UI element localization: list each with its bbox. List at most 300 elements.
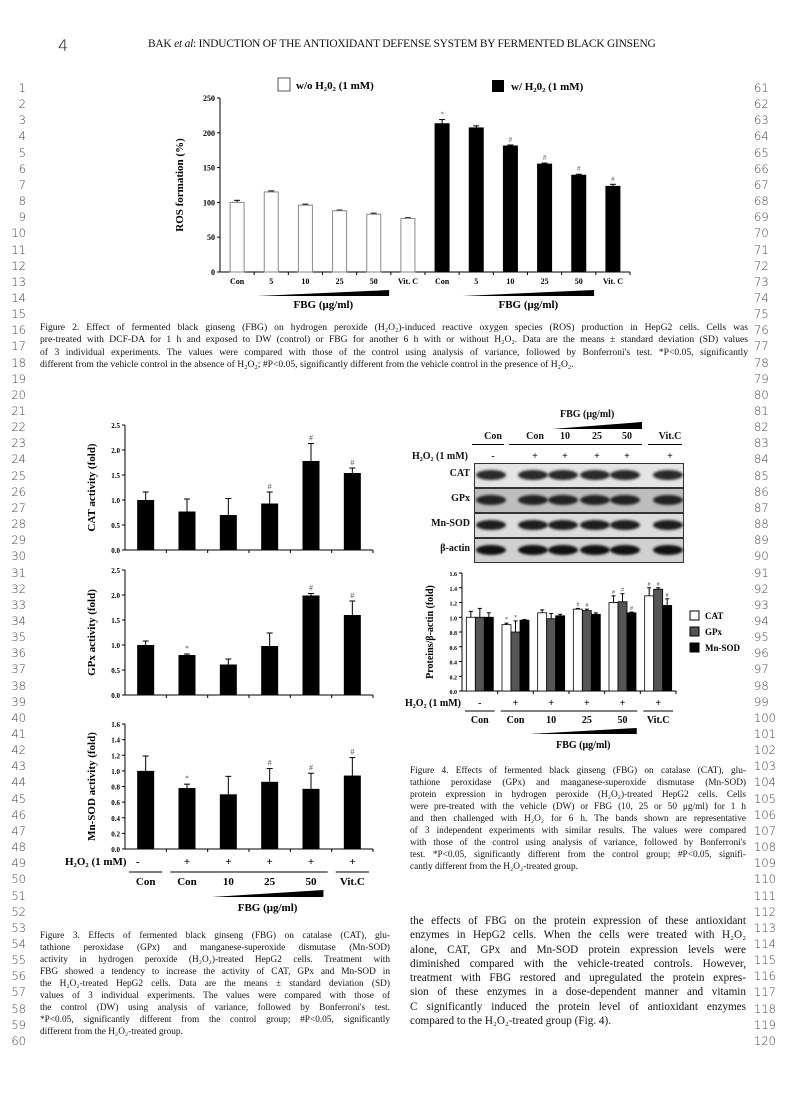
- line-number: 65: [754, 145, 769, 160]
- line-number: 7: [18, 177, 26, 192]
- figure-4-protein-chart: [405, 565, 765, 755]
- h2o2-sign: +: [349, 856, 356, 868]
- line-number: 99: [754, 694, 769, 709]
- h2o2-label: H₂O₂ (1 mM): [405, 698, 461, 709]
- line-number: 81: [754, 404, 769, 418]
- line-number: 119: [754, 1017, 776, 1032]
- x-group-label: FBG (μg/ml): [237, 902, 298, 914]
- h2o2-sign: +: [619, 698, 626, 709]
- blot-h2o2-sign: +: [624, 451, 630, 462]
- caption-line: the H₂O₂-treated HepG2 cells. Data are the means ± standard deviation (SD): [40, 979, 390, 989]
- y-tick-label: 2.0: [111, 592, 120, 600]
- bar-gpx: [582, 611, 591, 691]
- caption-line: of 3 individual experiments. The values were compared with those of the control using analysis of variance, followed by Bonferroni's test. *P<0.05, significantly: [40, 346, 748, 358]
- running-title-etal: et al: [174, 38, 194, 50]
- legend-label: CAT: [705, 611, 724, 621]
- bar: [137, 645, 154, 695]
- line-number: 46: [11, 807, 26, 822]
- body-line: the effects of FBG on the protein expression of these antioxidant: [410, 915, 746, 927]
- significance-mark: #: [508, 135, 513, 144]
- line-number: 47: [11, 823, 26, 838]
- line-number: 45: [11, 791, 26, 806]
- y-tick-label: 0.5: [111, 522, 120, 530]
- x-tick-label: 5: [269, 277, 274, 286]
- y-tick-label: 0.6: [449, 645, 457, 652]
- line-number: 24: [11, 452, 26, 467]
- body-text-paragraph: [410, 914, 746, 1028]
- line-number: 2: [18, 97, 26, 112]
- running-title-text: : INDUCTION OF THE ANTIOXIDANT DEFENSE SYSTEM BY FERMENTED BLACK GINSENG: [193, 38, 656, 50]
- line-number: 18: [11, 355, 26, 370]
- body-line: sion of these enzymes in a dose-dependent manner and vitamin: [410, 986, 746, 999]
- bar-mn-sod: [591, 614, 600, 691]
- y-tick-label: 1.0: [111, 767, 120, 776]
- line-number: 16: [11, 323, 26, 338]
- bar: [401, 218, 415, 272]
- blot-lane-label: Con: [526, 431, 544, 442]
- line-number: 28: [11, 517, 26, 532]
- bar-cat: [466, 617, 475, 691]
- line-number: 21: [11, 404, 26, 418]
- running-title: [148, 38, 656, 50]
- y-tick-label: 0.0: [111, 547, 120, 555]
- caption-line: Figure 4. Effects of fermented black ginseng (FBG) on catalase (CAT), glu-: [410, 766, 746, 776]
- line-number: 39: [11, 694, 26, 709]
- caption-line: of 3 independent experiments with similar results. The values were compared: [410, 826, 746, 836]
- blot-row-gpx: [474, 488, 684, 513]
- line-number: 11: [11, 242, 26, 257]
- significance-mark: #: [576, 602, 580, 609]
- line-number: 40: [11, 710, 26, 725]
- line-number: 113: [754, 920, 776, 935]
- line-number: 13: [11, 274, 26, 289]
- y-tick-label: 0.0: [449, 690, 457, 696]
- bar: [179, 655, 196, 695]
- blot-lane-label: Con: [484, 431, 502, 442]
- line-number: 10: [11, 226, 26, 241]
- bar: [220, 665, 237, 696]
- significance-mark: #: [267, 758, 272, 768]
- line-number: 107: [754, 823, 776, 838]
- y-tick-label: 2.5: [111, 567, 120, 575]
- bar-mn-sod: [663, 605, 672, 691]
- bar: [503, 146, 517, 272]
- line-number: 118: [754, 1001, 776, 1016]
- line-number: 90: [754, 549, 769, 564]
- blot-lane-label: 25: [592, 431, 602, 442]
- x-group-label: FBG (μg/ml): [556, 740, 611, 751]
- line-number: 15: [11, 307, 26, 322]
- figure-3-caption: [40, 930, 390, 1038]
- body-line: treatment with FBG restored and upregulated the protein expres-: [410, 972, 746, 985]
- y-axis-label: Proteins/β-actin (fold): [425, 585, 436, 679]
- bar: [220, 794, 237, 849]
- blot-band: [476, 470, 506, 480]
- y-axis-label: GPx activity (fold): [86, 589, 98, 676]
- line-number: 58: [11, 1001, 26, 1016]
- line-number: 33: [11, 597, 26, 612]
- caption-line: protein expression in hydrogen peroxide (H₂O₂)-treated HepG2 cells. Cells: [410, 790, 746, 800]
- line-number: 120: [754, 1033, 776, 1048]
- bar: [469, 128, 483, 272]
- y-tick-label: 1.5: [111, 617, 120, 625]
- blot-band: [610, 495, 640, 505]
- y-axis-label: Mn-SOD activity (fold): [86, 732, 98, 841]
- bar: [303, 789, 320, 849]
- y-tick-label: 1.4: [111, 736, 120, 745]
- figure-2-caption: [40, 322, 748, 372]
- caption-line: activity in hydrogen peroxide (H₂O₂)-treated HepG2 cells. Treatment with: [40, 955, 390, 965]
- caption-line: values of 3 individual experiments. The values were compared with those of: [40, 991, 390, 1001]
- bar: [367, 214, 381, 272]
- fbg-gradient-wedge: [530, 728, 637, 734]
- line-number: 29: [11, 533, 26, 548]
- significance-mark: #: [665, 592, 669, 599]
- legend-swatch-with: [492, 80, 504, 92]
- line-number: 42: [11, 743, 26, 758]
- fbg-gradient-wedge: [258, 290, 390, 296]
- significance-mark: #: [577, 165, 581, 174]
- bar: [261, 504, 278, 551]
- line-number: 49: [11, 856, 26, 871]
- y-tick-label: 1.0: [111, 642, 120, 650]
- y-tick-label: 0.8: [449, 631, 457, 637]
- blot-band: [548, 470, 578, 480]
- line-number: 35: [11, 630, 26, 645]
- x-tick-label: Vit. C: [602, 277, 623, 286]
- blot-h2o2-label: H₂O₂ (1 mM): [412, 451, 468, 462]
- bar: [220, 515, 237, 550]
- blot-band: [653, 495, 683, 505]
- blot-band: [610, 545, 640, 555]
- line-number: 80: [754, 387, 769, 402]
- significance-mark: #: [630, 606, 633, 613]
- bar-cat: [645, 596, 654, 691]
- bar-gpx: [547, 619, 556, 691]
- significance-mark: #: [611, 175, 615, 184]
- x-tick-label: 50: [305, 876, 317, 888]
- line-number: 5: [18, 145, 26, 160]
- significance-mark: #: [309, 583, 313, 593]
- y-tick-label: 0.0: [111, 846, 120, 854]
- x-tick-label: 50: [369, 277, 378, 286]
- blot-row-β-actin: [474, 538, 684, 563]
- x-tick-label: Vit. C: [397, 277, 418, 286]
- fbg-gradient-wedge: [212, 890, 324, 897]
- line-number: 74: [754, 290, 769, 305]
- blot-row-label: GPx: [451, 493, 470, 504]
- bar-mn-sod: [484, 617, 493, 691]
- line-number: 84: [754, 452, 769, 467]
- blot-row-label: Mn-SOD: [431, 518, 470, 529]
- blot-band: [653, 545, 683, 555]
- x-tick-label: 25: [335, 277, 344, 286]
- line-number: 112: [754, 904, 776, 919]
- blot-band: [548, 520, 578, 530]
- figure-4-caption: [410, 765, 746, 873]
- line-number: 6: [18, 161, 26, 176]
- bar: [179, 788, 196, 849]
- y-tick-label: 1.4: [449, 586, 457, 593]
- line-number: 92: [754, 581, 769, 596]
- caption-line: test. *P<0.05, significantly different from the control group; #P<0.05, signifi-: [410, 850, 746, 860]
- blot-bracket-line: [648, 444, 682, 445]
- x-tick-label: Vit.C: [339, 876, 365, 888]
- line-number: 109: [754, 856, 776, 871]
- line-number: 64: [754, 129, 769, 144]
- y-tick-label: 0.2: [449, 675, 457, 682]
- y-tick-label: 0.6: [111, 799, 120, 808]
- line-number: 77: [754, 339, 769, 354]
- x-tick-label: 25: [264, 876, 276, 888]
- line-number: 82: [754, 420, 769, 435]
- blot-band: [518, 495, 548, 505]
- legend-label: GPx: [705, 627, 722, 637]
- line-number: 31: [11, 565, 26, 580]
- x-tick-label: Con: [177, 876, 197, 888]
- caption-line: different from the H₂O₂-treated group.: [40, 1027, 183, 1037]
- y-tick-label: 0: [211, 268, 215, 277]
- line-number: 96: [754, 646, 769, 661]
- legend-swatch: [690, 643, 699, 652]
- bar: [538, 164, 552, 272]
- h2o2-sign: -: [478, 698, 482, 709]
- x-tick-label: Con: [470, 715, 489, 726]
- y-tick-label: 1.0: [111, 497, 120, 505]
- y-tick-label: 0.5: [111, 667, 120, 675]
- blot-band: [580, 545, 610, 555]
- line-number: 73: [754, 274, 769, 289]
- line-number: 106: [754, 807, 776, 822]
- blot-band: [476, 545, 506, 555]
- bar: [333, 211, 347, 272]
- line-number: 22: [11, 420, 26, 435]
- line-number: 52: [11, 904, 26, 919]
- legend-label: Mn-SOD: [705, 643, 741, 653]
- line-number: 100: [754, 710, 776, 725]
- h2o2-sign: +: [655, 698, 662, 709]
- caption-line: different from the vehicle control in the absence of H₂O₂; #P<0.05, significantly different from the vehicle control in the presence of H₂O₂.: [40, 359, 574, 371]
- significance-mark: #: [656, 581, 660, 588]
- blot-row-cat: [474, 463, 684, 488]
- legend-swatch-without: [278, 78, 290, 91]
- h2o2-sign: -: [135, 856, 140, 868]
- line-number: 30: [11, 549, 26, 564]
- blot-band: [518, 520, 548, 530]
- line-number: 87: [754, 500, 769, 515]
- x-tick-label: Con: [434, 277, 450, 286]
- bar: [137, 500, 154, 550]
- blot-band: [476, 495, 506, 505]
- significance-mark: #: [612, 589, 615, 596]
- blot-h2o2-sign: -: [491, 451, 495, 462]
- bar: [435, 124, 449, 272]
- blot-band: [580, 520, 610, 530]
- y-tick-label: 1.0: [449, 616, 457, 623]
- bar: [261, 646, 278, 695]
- bar-gpx: [618, 602, 627, 691]
- body-line: alone, CAT, GPx and Mn-SOD protein expression levels were: [410, 943, 746, 956]
- y-tick-label: 0.8: [111, 783, 120, 792]
- line-number: 36: [11, 646, 26, 661]
- h2o2-sign: +: [583, 698, 590, 709]
- line-number: 69: [754, 210, 769, 225]
- line-number: 55: [11, 953, 26, 968]
- blot-band: [518, 470, 548, 480]
- line-number: 32: [11, 581, 26, 596]
- line-number: 95: [754, 630, 769, 645]
- line-number: 23: [11, 436, 26, 451]
- line-number: 37: [11, 662, 26, 677]
- line-number: 105: [754, 791, 776, 806]
- blot-fbg-gradient-wedge: [552, 422, 642, 430]
- line-number: 19: [11, 371, 26, 386]
- line-number: 48: [11, 840, 26, 855]
- line-number: 79: [754, 371, 769, 386]
- line-number: 25: [11, 468, 26, 483]
- bar: [179, 512, 196, 551]
- y-tick-label: 1.5: [111, 472, 120, 480]
- y-tick-label: 0.4: [449, 660, 457, 667]
- line-number: 85: [754, 468, 769, 483]
- y-tick-label: 1.2: [449, 601, 457, 608]
- significance-mark: *: [514, 614, 517, 621]
- blot-band: [548, 495, 578, 505]
- x-tick-label: 10: [506, 277, 515, 286]
- bar-mn-sod: [627, 613, 636, 691]
- caption-line: FBG showed a tendency to increase the activity of CAT, GPx and Mn-SOD in: [40, 967, 390, 977]
- y-tick-label: 1.6: [449, 572, 457, 578]
- bar: [572, 175, 586, 272]
- blot-h2o2-sign: +: [667, 451, 673, 462]
- line-number: 97: [754, 662, 769, 677]
- caption-line: tathione peroxidase (GPx) and manganese-superoxide dismutase (Mn-SOD): [40, 943, 390, 953]
- line-number: 115: [754, 953, 776, 968]
- line-number: 86: [754, 484, 769, 499]
- y-tick-label: 2.5: [111, 422, 120, 430]
- x-tick-label: 50: [617, 715, 628, 726]
- h2o2-sign: +: [266, 856, 273, 868]
- line-number: 63: [754, 113, 769, 128]
- blot-bracket-line: [509, 444, 642, 445]
- x-tick-label: Vit.C: [646, 715, 670, 726]
- line-number: 51: [11, 888, 26, 903]
- figure-3-enzyme-activity-charts: [60, 405, 400, 925]
- body-line: diminished compared with the vehicle-treated controls. However,: [410, 957, 746, 970]
- line-number: 98: [754, 678, 769, 693]
- line-number: 8: [18, 194, 26, 209]
- blot-row-mn-sod: [474, 513, 684, 538]
- running-title-authors: BAK: [148, 38, 175, 50]
- bar-mn-sod: [520, 620, 529, 691]
- bar-mn-sod: [556, 616, 565, 691]
- h2o2-sign: +: [225, 856, 232, 868]
- bar: [344, 615, 361, 695]
- bar-gpx: [511, 632, 520, 691]
- line-number: 53: [11, 920, 26, 935]
- line-number: 17: [11, 339, 26, 354]
- bar-cat: [609, 603, 618, 692]
- blot-band: [548, 545, 578, 555]
- x-tick-label: 5: [474, 277, 479, 286]
- caption-line: the control (DW) using analysis of variance, followed by Bonferroni's test.: [40, 1003, 390, 1013]
- caption-line: with those of the control using analysis of variance, followed by Bonferroni's: [410, 838, 746, 848]
- x-tick-label: 50: [574, 277, 583, 286]
- line-number: 26: [11, 484, 26, 499]
- line-number: 3: [18, 113, 26, 128]
- blot-lane-label: 10: [560, 431, 570, 442]
- line-number: 111: [754, 888, 776, 903]
- bar: [303, 596, 320, 696]
- y-tick-label: 250: [203, 94, 215, 103]
- line-number: 43: [11, 759, 26, 774]
- y-tick-label: 1.6: [111, 721, 120, 729]
- line-number: 20: [11, 387, 26, 402]
- line-number: 89: [754, 533, 769, 548]
- line-number: 94: [754, 613, 769, 628]
- line-number: 88: [754, 517, 769, 532]
- significance-mark: #: [542, 154, 547, 163]
- caption-line: *P<0.05, significantly different from the control group; #P<0.05, significantly: [40, 1015, 390, 1025]
- y-tick-label: 1.2: [111, 752, 120, 761]
- x-group-label: FBG (μg/ml): [293, 299, 354, 311]
- h2o2-sign: +: [548, 698, 555, 709]
- line-number: 114: [754, 936, 776, 951]
- caption-line: tathione peroxidase (GPx) and manganese-superoxide dismutase (Mn-SOD): [410, 778, 746, 788]
- blot-band: [580, 470, 610, 480]
- blot-band: [518, 545, 548, 555]
- blot-h2o2-sign: +: [594, 451, 600, 462]
- blot-row-label: β-actin: [440, 543, 470, 554]
- line-number: 71: [754, 242, 769, 257]
- legend-swatch: [690, 627, 699, 636]
- x-tick-label: Con: [135, 876, 156, 888]
- y-tick-label: 200: [203, 128, 215, 138]
- line-number: 104: [754, 775, 776, 790]
- bar: [230, 202, 244, 272]
- line-number: 12: [11, 258, 26, 273]
- line-number: 56: [11, 969, 26, 984]
- significance-mark: #: [621, 587, 624, 594]
- x-tick-label: 10: [301, 277, 310, 286]
- blot-row-label: CAT: [449, 468, 470, 479]
- y-tick-label: 0.2: [111, 830, 120, 839]
- blot-band: [476, 520, 506, 530]
- body-line: enzymes in HepG2 cells. When the cells were treated with H₂O₂: [410, 929, 746, 942]
- bar-cat: [502, 625, 511, 691]
- significance-mark: #: [585, 603, 589, 610]
- y-tick-label: 150: [203, 163, 215, 173]
- bar: [606, 186, 620, 272]
- bar-cat: [573, 609, 582, 691]
- line-number: 117: [754, 985, 776, 1000]
- line-number: 50: [11, 872, 26, 887]
- line-number: 66: [754, 161, 769, 176]
- line-number: 75: [754, 307, 769, 322]
- line-number: 1: [18, 81, 26, 95]
- line-number: 78: [754, 355, 769, 370]
- line-number: 60: [11, 1033, 26, 1048]
- y-tick-label: 50: [207, 233, 215, 243]
- y-tick-label: 0.4: [111, 814, 120, 823]
- significance-mark: #: [350, 591, 355, 600]
- line-number: 54: [11, 936, 26, 951]
- h2o2-sign: +: [512, 698, 519, 709]
- line-number: 91: [754, 565, 769, 580]
- line-number: 116: [754, 969, 776, 984]
- caption-line: and then challenged with H₂O₂ for 6 h. The bands shown are representative: [410, 814, 746, 824]
- blot-band: [610, 470, 640, 480]
